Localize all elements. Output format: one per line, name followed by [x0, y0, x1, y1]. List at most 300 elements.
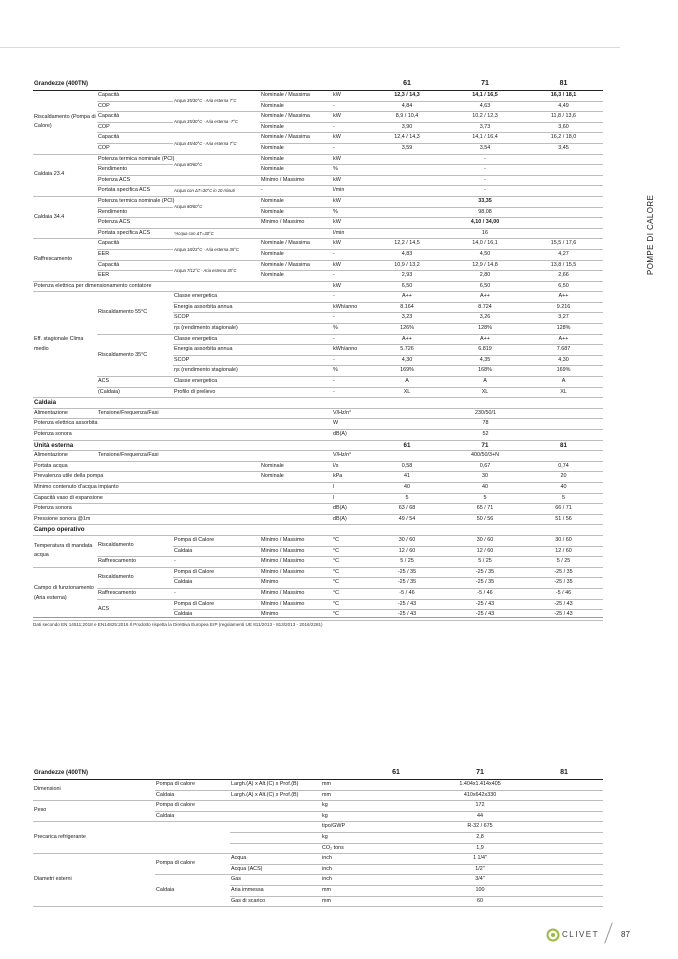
parameter-label: Rendimento — [97, 165, 173, 176]
value-cell — [524, 218, 603, 229]
value-cell: 169% — [524, 366, 603, 377]
parameter-label: Pressione sonora @1m — [33, 514, 97, 525]
parameter-label: Classe energetica — [173, 377, 332, 388]
parameter-label: ηs (rendimento stagionale) — [173, 366, 332, 377]
table-row — [33, 482, 603, 493]
table-row — [33, 514, 603, 525]
value-cell: 52 — [368, 430, 603, 441]
qualifier-label — [230, 832, 321, 843]
value-cell: 1.404x1.414x405 — [357, 780, 603, 791]
parameter-label: Energia assorbita annua — [173, 302, 332, 313]
value-cell: 5.726 — [368, 345, 446, 356]
mode-label: Minimo / Massimo — [260, 175, 332, 186]
unit-label: dB(A) — [332, 514, 368, 525]
model-header: 71 — [446, 440, 524, 451]
value-cell — [524, 186, 603, 197]
mode-label: Minimo / Massimo — [260, 599, 332, 610]
mode-label — [260, 514, 332, 525]
value-cell: 3,73 — [446, 122, 524, 133]
value-cell: 8.724 — [446, 302, 524, 313]
value-cell: - — [446, 175, 524, 186]
value-cell — [524, 154, 603, 165]
qualifier-label — [230, 801, 321, 812]
unit-label: - — [332, 292, 368, 303]
subgroup-label: Raffrescamento — [97, 557, 173, 568]
value-cell: -25 / 43 — [446, 610, 524, 621]
qualifier-label — [97, 514, 260, 525]
value-cell: 1/2" — [357, 864, 603, 875]
value-cell: 1 1/4" — [357, 854, 603, 865]
unit-label: - — [332, 355, 368, 366]
value-cell — [524, 165, 603, 176]
value-cell: -25 / 43 — [368, 599, 446, 610]
table-row — [33, 112, 603, 123]
group-label: Temperatura di mandata acqua — [33, 535, 97, 567]
unit-label: tipo/GWP — [321, 822, 357, 833]
parameter-label: Capacità — [97, 91, 173, 102]
qualifier-label: Aria immessa — [230, 885, 321, 896]
value-cell: 3,54 — [446, 143, 524, 154]
model-header: 61 — [368, 78, 446, 91]
model-header: 71 — [446, 78, 524, 91]
footnote: Dati secondo EN 14511:2018 e EN14825:2016 Il Prodotto rispetta la Direttiva Europea ErP (regolamenti UE 811/2013 - 813/2013 - 2016/2281) — [33, 622, 323, 627]
unit-label: °C — [332, 557, 368, 568]
condition-label: Acqua 7/12°C - Aria esterna 35°C — [173, 260, 260, 281]
value-cell: -5 / 46 — [524, 588, 603, 599]
value-cell: -25 / 35 — [446, 567, 524, 578]
unit-label: °C — [332, 567, 368, 578]
unit-label: - — [332, 143, 368, 154]
value-cell: 12,4 / 14,3 — [368, 133, 446, 144]
subgroup-label: Riscaldamento — [97, 535, 173, 556]
qualifier-label: Tensione/Frequenza/Fasi — [97, 451, 260, 462]
qualifier-label — [97, 461, 260, 472]
value-cell: 44 — [357, 811, 603, 822]
qualifier-label — [97, 482, 260, 493]
value-cell — [368, 154, 446, 165]
table-row — [33, 588, 603, 599]
value-cell — [524, 228, 603, 239]
group-label: Eff. stagionale Clima medio — [33, 292, 97, 398]
table-row — [33, 599, 603, 610]
mode-label: Minimo — [260, 578, 332, 589]
qualifier-label: Gas di scarico — [230, 896, 321, 907]
unit-label: kW — [332, 133, 368, 144]
parameter-label: Potenza elettrica assorbita — [33, 419, 97, 430]
mode-label: Nominale — [260, 271, 332, 282]
mode-label: Minimo / Massimo — [260, 546, 332, 557]
value-cell: 0,67 — [446, 461, 524, 472]
clivet-logo-icon — [546, 928, 560, 942]
group-label: Peso — [33, 801, 155, 822]
value-cell: 10,2 / 12,3 — [446, 112, 524, 123]
model-header: 81 — [525, 767, 603, 780]
table-row — [33, 207, 603, 218]
subgroup-label: Caldaia — [155, 790, 230, 801]
table-row — [33, 101, 603, 112]
table-row — [33, 122, 603, 133]
parameter-label: Potenza termica nominale (PCI) — [97, 154, 173, 165]
value-cell — [368, 218, 446, 229]
value-cell: 6.819 — [446, 345, 524, 356]
qualifier-label: Largh.(A) x Alt.(C) x Prof.(B) — [230, 790, 321, 801]
table-row — [33, 133, 603, 144]
value-cell: -25 / 35 — [446, 578, 524, 589]
top-rule — [0, 47, 620, 48]
subgroup-label: Riscaldamento 55°C — [97, 292, 173, 334]
type-label: Pompa di Calore — [173, 567, 260, 578]
mode-label: Minimo / Massimo — [260, 535, 332, 546]
table-row — [33, 249, 603, 260]
mode-label: Minimo — [260, 610, 332, 621]
value-cell: 3,26 — [446, 313, 524, 324]
value-cell: XL — [524, 387, 603, 398]
qualifier-label — [97, 430, 332, 441]
value-cell: 20 — [524, 472, 603, 483]
table-row — [33, 430, 603, 441]
table-row — [33, 271, 603, 282]
unit-label: kg — [321, 801, 357, 812]
value-cell — [524, 175, 603, 186]
group-label: Caldaia 34.4 — [33, 196, 97, 238]
value-cell: -5 / 46 — [368, 588, 446, 599]
unit-label: kW — [332, 196, 368, 207]
value-cell: A++ — [524, 334, 603, 345]
mode-label: Nominale — [260, 249, 332, 260]
page-number: 87 — [621, 930, 630, 939]
type-label: Pompa di Calore — [173, 535, 260, 546]
value-cell: 6,50 — [368, 281, 446, 292]
value-cell: A — [446, 377, 524, 388]
table-row — [33, 334, 603, 345]
value-cell: 3,59 — [368, 143, 446, 154]
unit-label: V/Hz/n° — [332, 408, 368, 419]
type-label: Caldaia — [173, 610, 260, 621]
group-label: Caldaia 23.4 — [33, 154, 97, 196]
value-cell: 400/50/3+N — [446, 451, 524, 462]
value-cell: 4,35 — [446, 355, 524, 366]
condition-label: Acqua 80/60°C — [173, 196, 260, 217]
value-cell: 4,30 — [368, 355, 446, 366]
value-cell: 30 / 60 — [524, 535, 603, 546]
table-row — [33, 493, 603, 504]
value-cell: 9.216 — [524, 302, 603, 313]
value-cell: 3,90 — [368, 122, 446, 133]
value-cell: 3,23 — [368, 313, 446, 324]
unit-label: l — [332, 493, 368, 504]
value-cell: 4,27 — [524, 249, 603, 260]
unit-label: inch — [321, 854, 357, 865]
value-cell: 14,1 / 16,4 — [446, 133, 524, 144]
condition-label: *Acqua con ΔT=30°C — [173, 228, 260, 239]
mode-label: Minimo / Massimo — [260, 567, 332, 578]
value-cell: XL — [368, 387, 446, 398]
mode-label: Nominale — [260, 461, 332, 472]
mode-label: Nominale / Massima — [260, 112, 332, 123]
value-cell: 12,2 / 14,5 — [368, 239, 446, 250]
table-row — [33, 398, 603, 409]
qualifier-label — [97, 472, 260, 483]
value-cell: 2,66 — [524, 271, 603, 282]
parameter-label: COP — [97, 101, 173, 112]
value-cell — [524, 451, 603, 462]
value-cell: 12 / 60 — [368, 546, 446, 557]
value-cell: - — [446, 186, 524, 197]
condition-label: Acqua 35/30°C - Aria esterna -7°C — [173, 112, 260, 133]
value-cell: -25 / 43 — [446, 599, 524, 610]
value-cell: 168% — [446, 366, 524, 377]
unit-label: - — [332, 249, 368, 260]
parameter-label: ηs (rendimento stagionale) — [173, 324, 332, 335]
value-cell: 3,27 — [524, 313, 603, 324]
specs-table-dimensions — [33, 767, 603, 907]
value-cell: 40 — [368, 482, 446, 493]
unit-label: °C — [332, 599, 368, 610]
table-row — [33, 91, 603, 102]
mode-label: Nominale — [260, 207, 332, 218]
mode-label — [260, 451, 332, 462]
value-cell: 4,84 — [368, 101, 446, 112]
unit-label: °C — [332, 546, 368, 557]
unit-label: W — [332, 419, 368, 430]
value-cell: 5 — [524, 493, 603, 504]
subgroup-label: Riscaldamento — [97, 567, 173, 588]
parameter-label: Portata specifica ACS — [97, 186, 173, 197]
condition-label: Acqua 80/60°C — [173, 154, 260, 175]
value-cell: 66 / 71 — [524, 504, 603, 515]
unit-label: mm — [321, 790, 357, 801]
table-row — [33, 175, 603, 186]
mode-label: Nominale / Massima — [260, 91, 332, 102]
value-cell: -25 / 43 — [524, 599, 603, 610]
parameter-label: Potenza ACS — [97, 175, 173, 186]
subgroup-label: Pompa di calore — [155, 801, 230, 812]
qualifier-label: Tensione/Frequenza/Fasi — [97, 408, 332, 419]
value-cell: A++ — [446, 334, 524, 345]
mode-label: Nominale — [260, 122, 332, 133]
parameter-label: Portata specifica ACS — [97, 228, 173, 239]
table-header-title: Grandezze (400TN) — [33, 767, 357, 780]
value-cell: 128% — [524, 324, 603, 335]
qualifier-label — [97, 419, 332, 430]
parameter-label: Prevalenza utile della pompa — [33, 472, 97, 483]
value-cell: 50 / 56 — [446, 514, 524, 525]
value-cell: 30 — [446, 472, 524, 483]
value-cell: 3,45 — [524, 143, 603, 154]
parameter-label: COP — [97, 143, 173, 154]
unit-label: CO₂ tons — [321, 843, 357, 854]
parameter-label: Capacità — [97, 112, 173, 123]
value-cell: 6,50 — [446, 281, 524, 292]
table-row — [33, 451, 603, 462]
subgroup-label: Pompa di calore — [155, 854, 230, 875]
unit-label: - — [332, 387, 368, 398]
unit-label: dB(A) — [332, 504, 368, 515]
value-cell: 4,83 — [368, 249, 446, 260]
value-cell: 30 / 60 — [446, 535, 524, 546]
mode-label: Nominale — [260, 472, 332, 483]
unit-label: kW — [332, 281, 368, 292]
parameter-label: Potenza elettrica per dimensionamento contatore — [33, 281, 332, 292]
value-cell — [368, 175, 446, 186]
unit-label: kWh/anno — [332, 302, 368, 313]
value-cell — [368, 228, 446, 239]
unit-label: % — [332, 165, 368, 176]
parameter-label: Classe energetica — [173, 334, 332, 345]
value-cell: 5 — [368, 493, 446, 504]
unit-label: inch — [321, 875, 357, 886]
group-label: Precarica refrigerante — [33, 822, 155, 854]
qualifier-label: Gas — [230, 875, 321, 886]
value-cell: 3,60 — [524, 122, 603, 133]
unit-label: l/s — [332, 461, 368, 472]
unit-label: kW — [332, 218, 368, 229]
value-cell: 14,0 / 16,1 — [446, 239, 524, 250]
unit-label: mm — [321, 896, 357, 907]
condition-label — [173, 218, 260, 229]
table-row — [33, 557, 603, 568]
value-cell: 60 — [357, 896, 603, 907]
unit-label: inch — [321, 864, 357, 875]
value-cell: A — [524, 377, 603, 388]
value-cell: 16,3 / 18,1 — [524, 91, 603, 102]
model-header: 81 — [524, 78, 603, 91]
value-cell: 5 / 25 — [368, 557, 446, 568]
mode-label: Nominale / Massima — [260, 239, 332, 250]
condition-label: Acqua 35/30°C - Aria esterna 7°C — [173, 91, 260, 112]
side-tab-label: POMPE DI CALORE — [646, 194, 655, 275]
mode-label — [260, 504, 332, 515]
parameter-label: Potenza sonora — [33, 430, 97, 441]
parameter-label: COP — [97, 122, 173, 133]
section-title: Unità esterna — [33, 440, 368, 451]
type-label: - — [173, 557, 260, 568]
value-cell: 100 — [357, 885, 603, 896]
parameter-label: EER — [97, 271, 173, 282]
value-cell: 33,35 — [446, 196, 524, 207]
unit-label: kW — [332, 260, 368, 271]
value-cell: 51 / 56 — [524, 514, 603, 525]
value-cell: R-32 / 675 — [357, 822, 603, 833]
type-label: Caldaia — [173, 546, 260, 557]
value-cell: -25 / 43 — [524, 610, 603, 621]
table-row — [33, 504, 603, 515]
value-cell — [368, 207, 446, 218]
qualifier-label: Acqua — [230, 854, 321, 865]
mode-label: - — [260, 186, 332, 197]
value-cell: 10,9 / 13,2 — [368, 260, 446, 271]
table-row — [33, 472, 603, 483]
parameter-label: Potenza ACS — [97, 218, 173, 229]
parameter-label: Classe energetica — [173, 292, 332, 303]
value-cell: 12 / 60 — [524, 546, 603, 557]
brand-name: CLIVET — [562, 930, 600, 939]
unit-label: kW — [332, 91, 368, 102]
unit-label: kW — [332, 154, 368, 165]
specs-table-main — [33, 78, 603, 621]
value-cell: 8,9 / 10,4 — [368, 112, 446, 123]
value-cell: 4,30 — [524, 355, 603, 366]
table-row — [33, 196, 603, 207]
mode-label — [260, 493, 332, 504]
footer-separator — [604, 922, 612, 943]
table-row — [33, 567, 603, 578]
model-header: 61 — [357, 767, 435, 780]
table-row — [33, 292, 603, 303]
table-row — [33, 281, 603, 292]
table-row — [33, 387, 603, 398]
value-cell: 128% — [446, 324, 524, 335]
value-cell: 0,58 — [368, 461, 446, 472]
parameter-label: Potenza sonora — [33, 504, 97, 515]
value-cell: 14,1 / 16,5 — [446, 91, 524, 102]
value-cell: 4,50 — [446, 249, 524, 260]
qualifier-label: Acqua (ACS) — [230, 864, 321, 875]
table-row — [33, 408, 603, 419]
value-cell: 4,63 — [446, 101, 524, 112]
parameter-label: SCOP — [173, 355, 332, 366]
mode-label: Nominale — [260, 101, 332, 112]
qualifier-label: Largh.(A) x Alt.(C) x Prof.(B) — [230, 780, 321, 791]
unit-label: kW — [332, 175, 368, 186]
value-cell: 16,2 / 18,0 — [524, 133, 603, 144]
value-cell: 7.687 — [524, 345, 603, 356]
qualifier-label — [97, 504, 260, 515]
value-cell: -25 / 35 — [524, 567, 603, 578]
table-row — [33, 239, 603, 250]
value-cell: 5 / 25 — [446, 557, 524, 568]
value-cell: A++ — [368, 334, 446, 345]
subgroup-label: Raffrescamento — [97, 588, 173, 599]
value-cell: 12,3 / 14,3 — [368, 91, 446, 102]
qualifier-label — [230, 822, 321, 833]
value-cell: 4,49 — [524, 101, 603, 112]
value-cell: 13,8 / 15,5 — [524, 260, 603, 271]
parameter-label: Alimentazione — [33, 408, 97, 419]
unit-label: mm — [321, 780, 357, 791]
model-header: 61 — [368, 440, 446, 451]
value-cell: 8.164 — [368, 302, 446, 313]
unit-label: % — [332, 366, 368, 377]
value-cell: -25 / 35 — [368, 578, 446, 589]
subgroup-label: Caldaia — [155, 811, 230, 822]
value-cell — [368, 165, 446, 176]
value-cell: 11,8 / 13,6 — [524, 112, 603, 123]
value-cell: 410x642x330 — [357, 790, 603, 801]
unit-label: kg — [321, 832, 357, 843]
parameter-label: Minimo contenuto d'acqua impianto — [33, 482, 97, 493]
table-row — [33, 260, 603, 271]
value-cell: 65 / 71 — [446, 504, 524, 515]
parameter-label: Potenza termica nominale (PCI) — [97, 196, 173, 207]
type-label: - — [173, 588, 260, 599]
parameter-label: Capacità vaso di espansione — [33, 493, 97, 504]
value-cell: 15,5 / 17,6 — [524, 239, 603, 250]
condition-label: Acqua 45/40°C - Aria esterna 7°C — [173, 133, 260, 154]
unit-label: - — [332, 122, 368, 133]
side-tab — [640, 180, 660, 280]
unit-label: l — [332, 482, 368, 493]
mode-label — [260, 482, 332, 493]
unit-label: dB(A) — [332, 430, 368, 441]
value-cell — [524, 196, 603, 207]
value-cell: 2,8 — [357, 832, 603, 843]
unit-label: °C — [332, 610, 368, 621]
value-cell: 6,50 — [524, 281, 603, 292]
table-row — [33, 525, 603, 536]
table-header-title: Grandezze (400TN) — [33, 78, 368, 91]
value-cell — [368, 186, 446, 197]
